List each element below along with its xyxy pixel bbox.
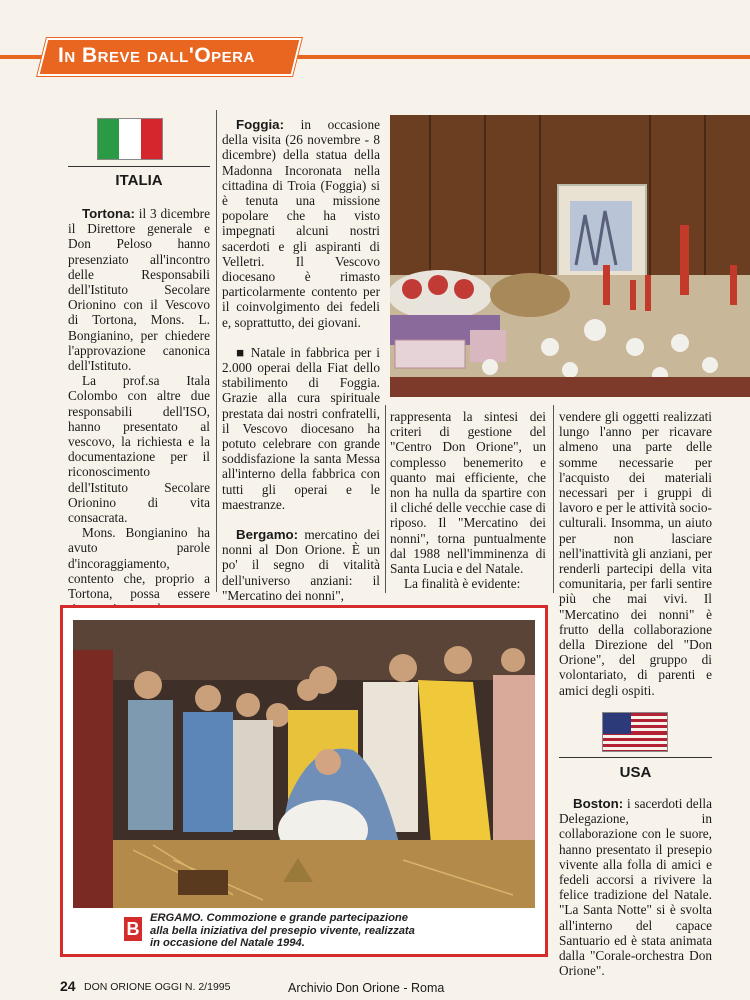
paragraph-iso: La prof.sa Itala Colombo con altre due responsabili dell'ISO, hanno presentato al vescovo, la richiesta e la documentazione per il riconoscimento dell'Istituto Secolare Orionino di vita consacrata. xyxy=(68,373,210,526)
lead-foggia: Foggia: xyxy=(236,117,285,132)
section-title: In Breve dall'Opera xyxy=(58,44,255,67)
archive-watermark: Archivio Don Orione - Roma xyxy=(288,981,445,995)
country-divider xyxy=(68,166,210,167)
photo-caption: ERGAMO. Commozione e grande partecipazione alla bella iniziativa del presepio vivente, realizzata in occasione del Natale 1994. xyxy=(150,912,415,949)
italy-flag-icon xyxy=(97,118,163,160)
text-foggia: in occasione della visita (26 novembre - 8 dicembre) della statua della Madonna Incoronata nella cittadina di Troia (Foggia) si è tenuta una missione popolare che ha visto impegnati alcuni nostri sacerdoti e gli aspiranti di Velletri. Il Vescovo diocesano è rimasto particolarmente contento per il coinvolgimento dei fedeli e, soprattutto, dei giovani. xyxy=(222,117,380,330)
country-heading-italia: ITALIA xyxy=(115,172,163,189)
usa-flag-icon xyxy=(602,712,668,752)
paragraph-centro: rappresenta la sintesi dei criteri di gestione del "Centro Don Orione", un complesso benemerito e quanto mai efficiente, che non ha nulla da spartire con il cliché delle vecchie case di riposo. Il "Mercatino dei nonni", torna puntualmente dal 1988 nell'imminenza di Santa Lucia e del Natale. xyxy=(390,409,546,577)
photo-mercatino xyxy=(390,115,750,397)
text-bergamo: mercatino dei nonni al Don Orione. È un po' il segno di vitalità dell'universo anziani: il "Mercatino dei nonni", xyxy=(222,527,380,603)
column-italia xyxy=(68,206,210,647)
photo-presepio xyxy=(73,620,535,908)
country-heading-usa: USA xyxy=(619,764,652,781)
column-foggia xyxy=(222,117,380,603)
country-divider xyxy=(559,757,712,758)
column-rule xyxy=(553,405,554,593)
text-tortona: il 3 dicembre il Direttore generale e Don Peloso hanno presenziato all'incontro delle Responsabili dell'Istituto Secolare Orionino con il Vescovo di Tortona, Mons. L. Bongianino, per chiedere l'approvazione canonica dell'Istituto. xyxy=(68,206,210,374)
column-usa xyxy=(559,796,712,978)
paragraph-vendere: vendere gli oggetti realizzati lungo l'anno per ricavare almeno una parte delle somme necessarie per l'acquisto dei materiali necessari per i gruppi di lavoro e per le attività socio-culturali. Insomma, un aiuto per non lasciare nell'inattività gli anziani, per renderli partecipi della vita comunitaria, per farli sentire più che mai vivi. Il "Mercatino dei nonni" è frutto della collaborazione della Direzione del "Don Orione", del gruppo di volontariato, di parenti e amici degli ospiti. xyxy=(559,409,712,698)
column-rule xyxy=(385,405,386,593)
magazine-issue: DON ORIONE OGGI N. 2/1995 xyxy=(84,981,231,993)
column-mercatino-cont xyxy=(559,409,712,698)
text-fiat: Natale in fabbrica per i 2.000 operai della Fiat dello stabilimento di Foggia. Grazie alla cura spirituale prestata dai nostri confratelli, il Vescovo diocesano ha potuto celebrare con grande soddisfazione la santa Messa all'interno della fabbrica con tutti gli operai e le maestranze. xyxy=(222,344,380,512)
text-boston: i sacerdoti della Delegazione, in collaborazione con le suore, hanno presentato il presepio vivente alla folla di amici e fedeli accorsi a rivivere la felice tradizione del Natale. "La Santa Notte" si è svolta all'interno del capace Santuario ed è stata animata dalla "Corale-orchestra Don Orione". xyxy=(559,796,712,979)
paragraph-bongianino: Mons. Bongianino ha avuto parole d'incoraggiamento, contento che, proprio a Tortona, possa essere xyxy=(68,525,210,602)
lead-boston: Boston: xyxy=(573,796,624,811)
lead-tortona: Tortona: xyxy=(82,206,135,221)
lead-bergamo: Bergamo: xyxy=(236,527,299,543)
caption-initial: B xyxy=(124,917,142,941)
column-rule xyxy=(216,110,217,592)
bullet-icon: ■ xyxy=(236,344,246,360)
page-number: 24 xyxy=(60,978,76,994)
column-mercatino xyxy=(390,409,546,591)
paragraph-finalita: La finalità è evidente: xyxy=(404,576,521,592)
